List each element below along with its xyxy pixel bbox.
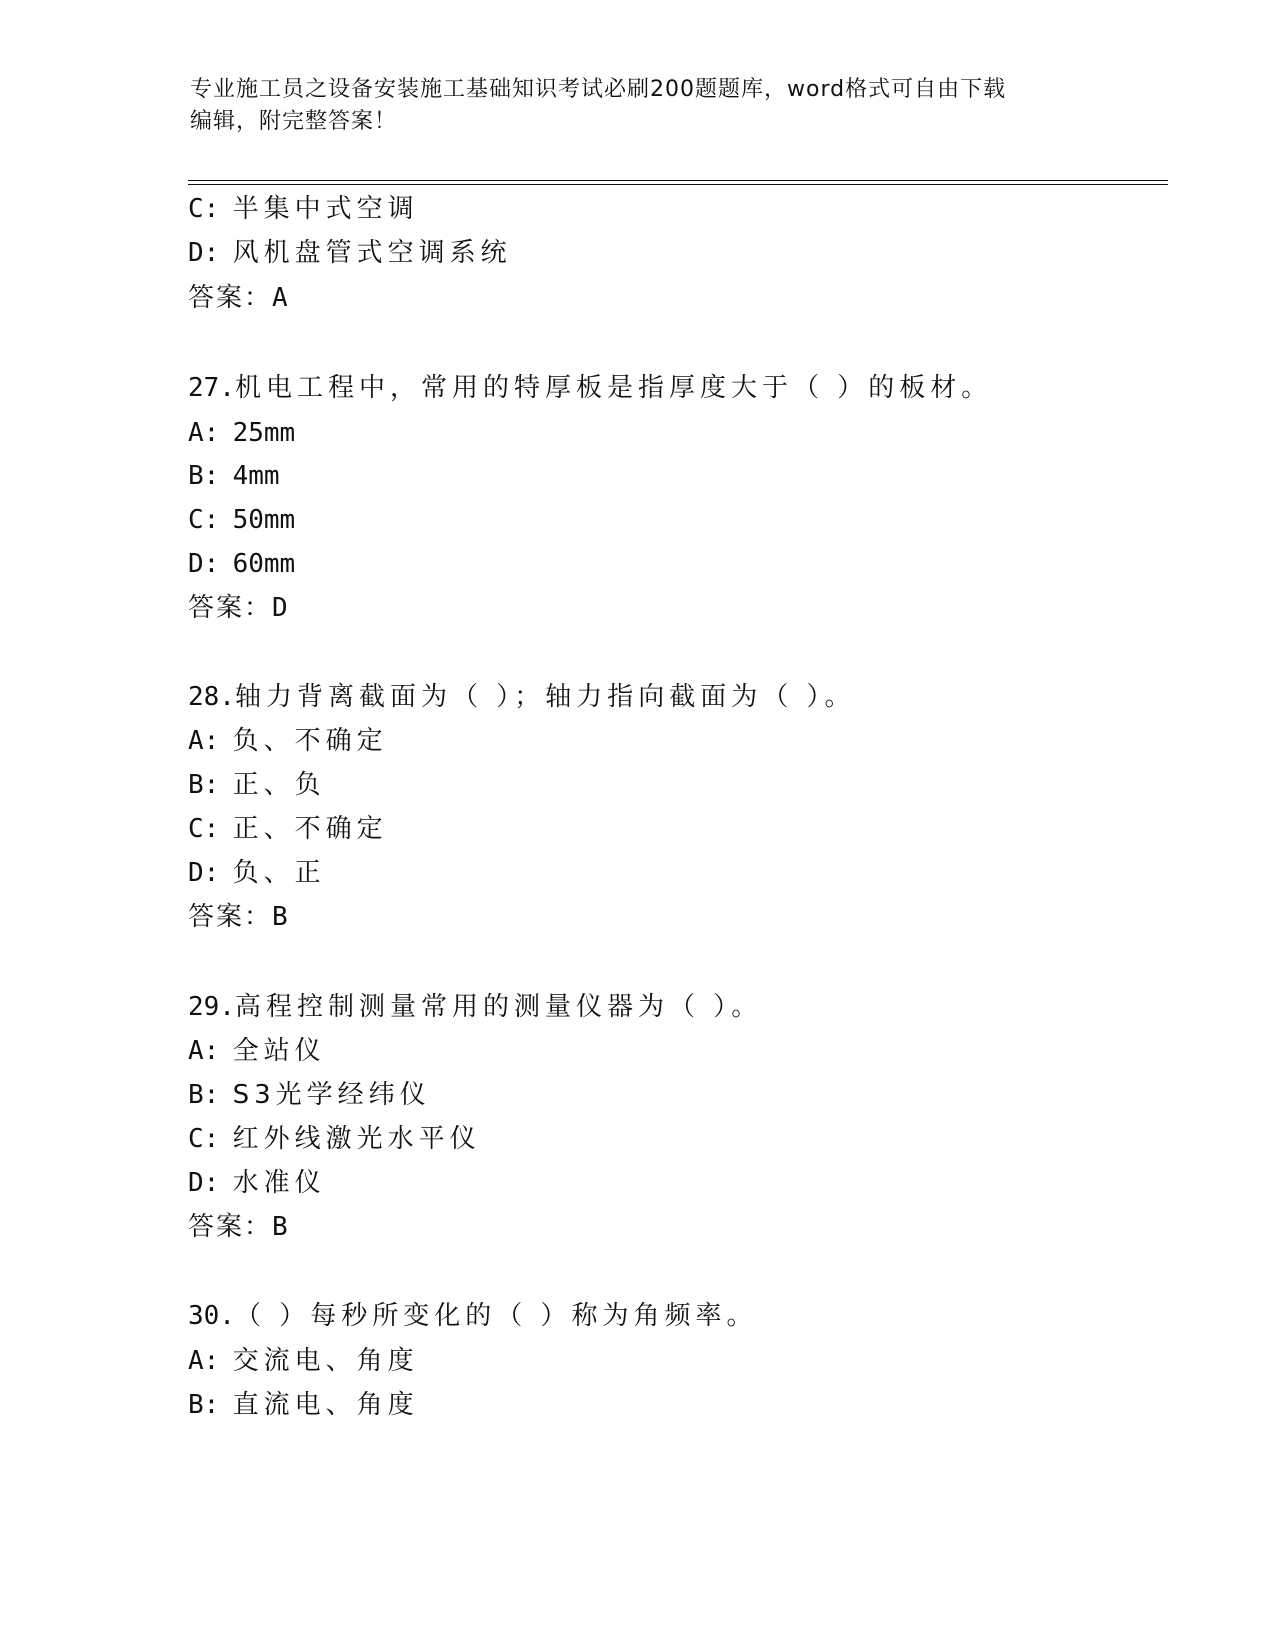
question-number: 28. [188,682,235,712]
option-label: A: [188,1346,220,1376]
header-line-2: 编辑，附完整答案！ [190,109,398,134]
option-label: B: [188,770,220,800]
option-label: B: [188,1390,220,1420]
option-label: D: [188,1168,220,1198]
option-label: C: [188,505,220,535]
q27-option-b [188,459,280,493]
answer-value: D [272,593,288,623]
q27-answer [188,591,288,625]
q30-option-a [188,1344,419,1378]
option-label: D: [188,549,220,579]
option-text: 25mm [232,418,296,448]
header-line-1: 专业施工员之设备安装施工基础知识考试必刷200题题库，word格式可自由下载 [190,77,1007,102]
option-text: 直流电、角度 [232,1390,419,1420]
q28-option-a [188,724,388,758]
q30-option-b [188,1388,419,1422]
q27-stem [188,371,992,405]
q28-option-b [188,768,326,802]
question-number: 27. [188,373,235,403]
option-label: A: [188,418,220,448]
option-label: B: [188,1080,220,1110]
option-text: 半集中式空调 [232,194,419,224]
document-header [190,74,1090,138]
option-text: 4mm [232,461,280,491]
option-label: A: [188,1036,220,1066]
q26-option-c [188,192,419,226]
q29-answer [188,1210,288,1244]
q28-stem [188,680,856,714]
q30-stem [188,1299,758,1333]
option-text: 交流电、角度 [232,1346,419,1376]
q27-option-d [188,547,295,581]
question-number: 29. [188,992,235,1022]
q28-answer [188,900,288,934]
option-text: 全站仪 [232,1036,326,1066]
option-label: C: [188,814,220,844]
question-text: 机电工程中，常用的特厚板是指厚度大于（ ）的板材。 [234,373,993,403]
q29-option-b [188,1078,431,1112]
question-text: 轴力背离截面为（ ）；轴力指向截面为（ ）。 [234,682,856,712]
question-text: （ ）每秒所变化的（ ）称为角频率。 [234,1301,758,1331]
option-text: 风机盘管式空调系统 [232,238,512,268]
q27-option-a [188,416,295,450]
option-label: B: [188,461,220,491]
option-text: 正、不确定 [232,814,388,844]
option-text: 正、负 [232,770,326,800]
q26-option-d [188,236,512,270]
question-text: 高程控制测量常用的测量仪器为（ ）。 [234,992,763,1022]
answer-label: 答案： [188,902,273,932]
option-label: C: [188,1124,220,1154]
header-divider-top [188,180,1168,181]
answer-label: 答案： [188,1212,273,1242]
option-label: C: [188,194,220,224]
option-text: 负、不确定 [232,726,388,756]
q29-option-d [188,1166,326,1200]
option-text: S3光学经纬仪 [232,1080,431,1110]
option-text: 红外线激光水平仪 [232,1124,481,1154]
option-text: 60mm [232,549,296,579]
answer-value: B [272,902,288,932]
q29-option-c [188,1122,481,1156]
q29-option-a [188,1034,326,1068]
q28-option-c [188,812,388,846]
option-label: D: [188,238,220,268]
answer-value: A [272,283,288,313]
answer-value: B [272,1212,288,1242]
q27-option-c [188,503,295,537]
option-text: 水准仪 [232,1168,326,1198]
answer-label: 答案： [188,283,273,313]
q28-option-d [188,856,326,890]
answer-label: 答案： [188,593,273,623]
option-text: 50mm [232,505,296,535]
option-label: D: [188,858,220,888]
q29-stem [188,990,762,1024]
q26-answer [188,281,288,315]
option-label: A: [188,726,220,756]
option-text: 负、正 [232,858,326,888]
question-number: 30. [188,1301,235,1331]
header-divider-bottom [188,184,1168,185]
